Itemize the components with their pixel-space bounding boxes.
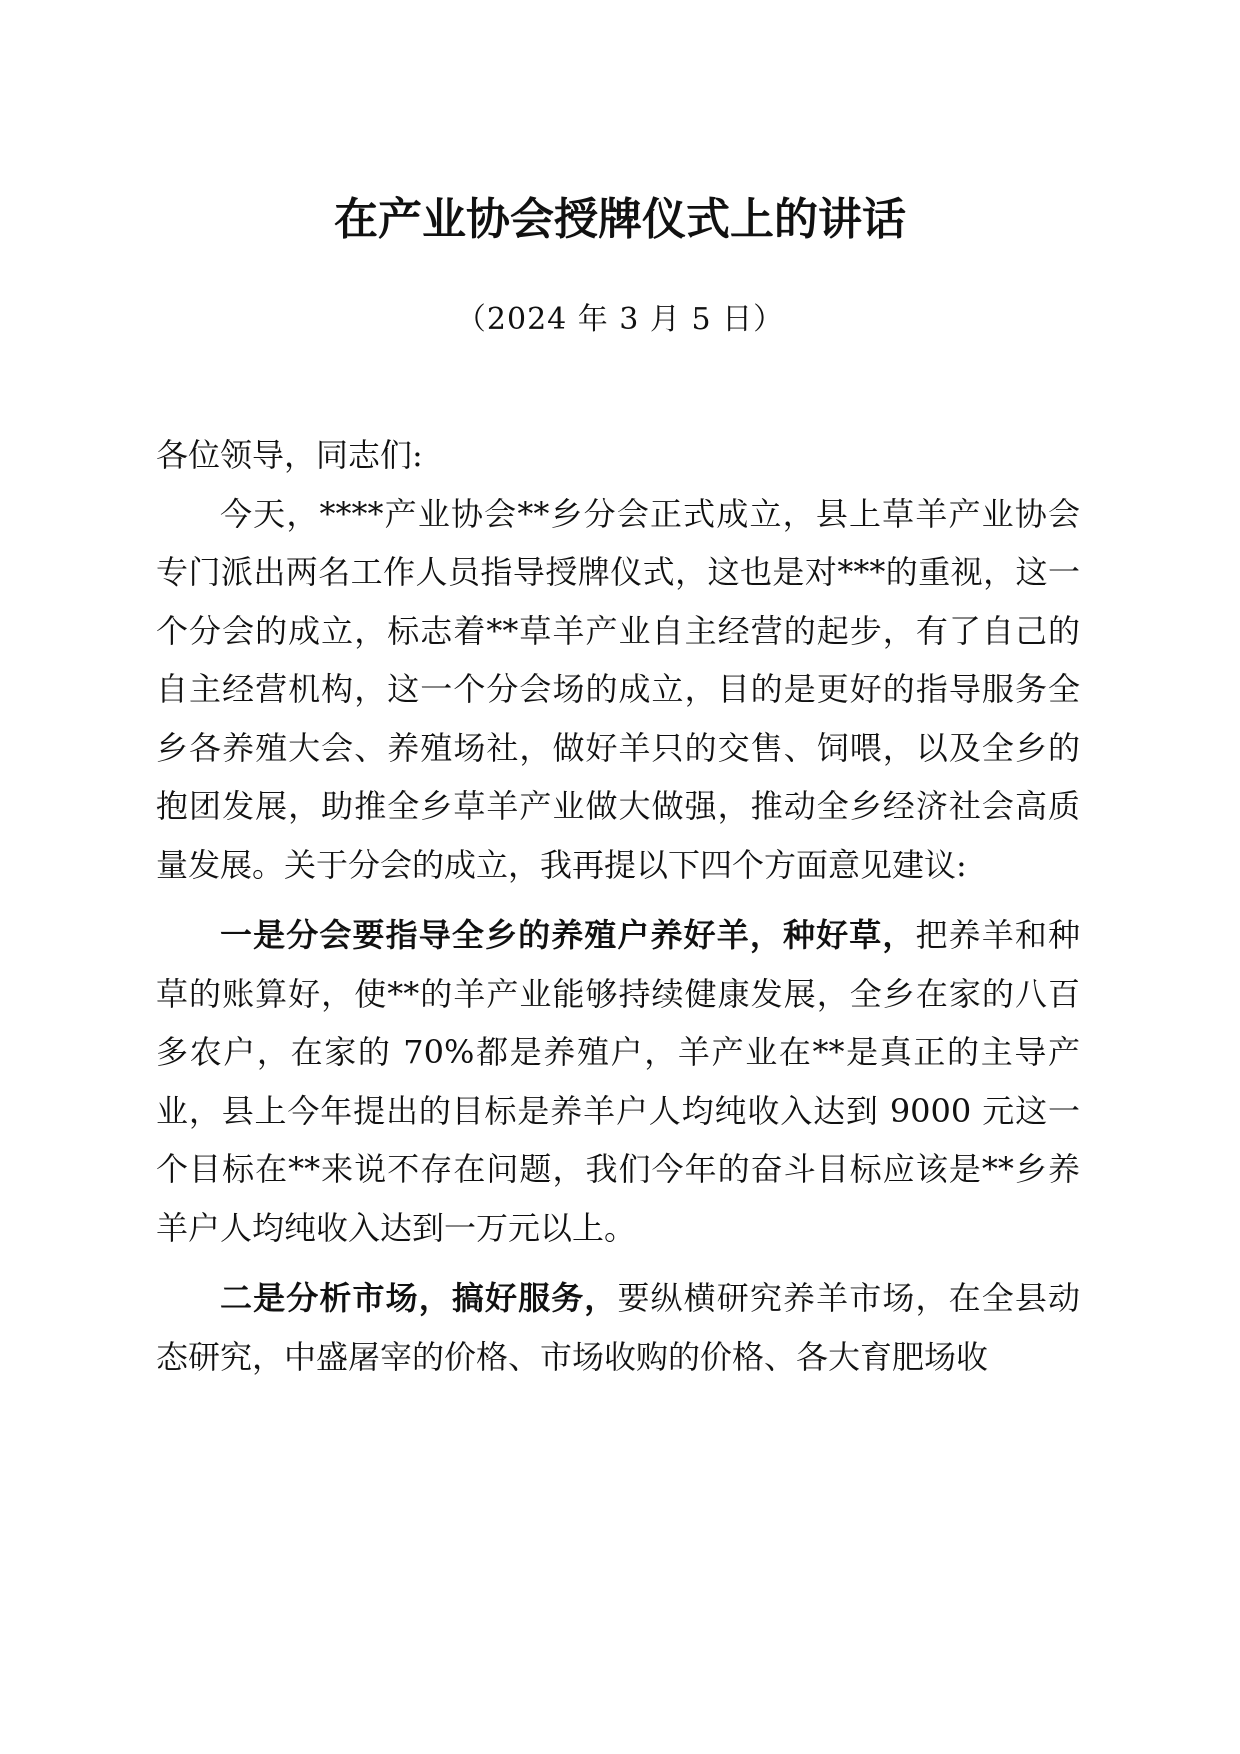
document-title: 在产业协会授牌仪式上的讲话: [334, 194, 906, 245]
paragraph-intro-text: 今天，****产业协会**乡分会正式成立，县上草羊产业协会专门派出两名工作人员指导授牌仪式，这也是对***的重视，这一个分会的成立，标志着**草羊产业自主经营的起步，有了自己的自主经营机构，这一个分会场的成立，目的是更好的指导服务全乡各养殖大会、养殖场社，做好羊只的交售、饲喂，以及全乡的抱团发展，助推全乡草羊产业做大做强，推动全乡经济社会高质量发展。关于分会的成立，我再提以下四个方面意见建议:: [156, 494, 1080, 884]
speech-date: （2024 年 3 月 5 日）: [455, 302, 785, 337]
point-one-text: 把养羊和种草的账算好，使**的羊产业能够持续健康发展，全乡在家的八百多农户，在家的 70%都是养殖户，羊产业在**是真正的主导产业，县上今年提出的目标是养羊户人均纯收入达到 9000 元这一个目标在**来说不存在问题，我们今年的奋斗目标应该是**乡养羊户人均纯收入达到一万元以上。: [156, 916, 1080, 1247]
paragraph-point-two: [156, 1269, 1080, 1386]
paragraph-intro: [156, 485, 1080, 895]
point-two-heading: 二是分析市场，搞好服务，: [220, 1279, 618, 1317]
speech-body: [156, 426, 1080, 1386]
point-one-heading: 一是分会要指导全乡的养殖户养好羊，种好草，: [220, 916, 916, 954]
salutation: 各位领导，同志们:: [156, 436, 423, 474]
point-two-text: 要纵横研究养羊市场，在全县动态研究，中盛屠宰的价格、市场收购的价格、各大育肥场收: [156, 1279, 1080, 1376]
paragraph-point-one: [156, 906, 1080, 1257]
